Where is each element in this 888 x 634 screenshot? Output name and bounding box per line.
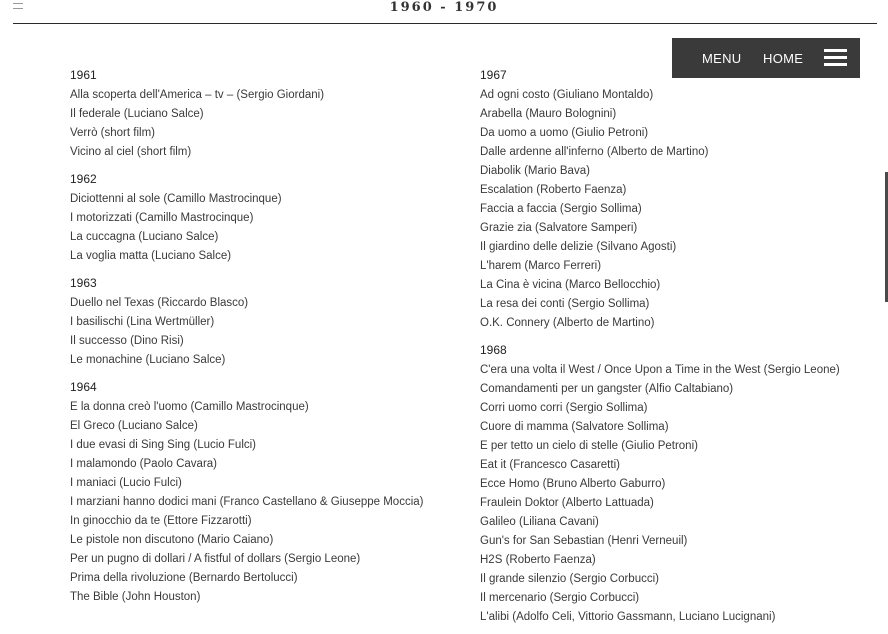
film-entry: Per un pugno di dollari / A fistful of dollars (Sergio Leone) [70,553,361,565]
year-section [70,170,450,266]
film-entry: Il giardino delle delizie (Silvano Agosti) [480,241,677,253]
film-entry: L'harem (Marco Ferreri) [480,260,602,272]
film-entry: La Cina è vicina (Marco Bellocchio) [480,279,661,291]
hamburger-menu-icon[interactable] [824,49,847,67]
film-entry: Il federale (Luciano Salce) [70,108,204,120]
film-entry: Eat it (Francesco Casaretti) [480,459,620,471]
film-entry: Ad ogni costo (Giuliano Montaldo) [480,89,654,101]
filmography-right-column [480,66,860,634]
film-entry: Corri uomo corri (Sergio Sollima) [480,402,648,414]
film-entry: Diciottenni al sole (Camillo Mastrocinque) [70,193,282,205]
film-entry: I due evasi di Sing Sing (Lucio Fulci) [70,439,257,451]
film-entry: La voglia matta (Luciano Salce) [70,250,232,262]
year-section [70,274,450,370]
film-entry: La cuccagna (Luciano Salce) [70,231,219,243]
year-heading: 1963 [70,276,97,290]
year-section [70,66,450,162]
film-entry: Comandamenti per un gangster (Alfio Caltabiano) [480,383,734,395]
film-entry: I malamondo (Paolo Cavara) [70,458,218,470]
film-entry: I marziani hanno dodici mani (Franco Castellano & Giuseppe Moccia) [70,496,424,508]
film-entry: O.K. Connery (Alberto de Martino) [480,317,655,329]
year-section [480,66,860,333]
film-entry: Verrò (short film) [70,127,155,139]
film-entry: E per tetto un cielo di stelle (Giulio Petroni) [480,440,698,452]
title-divider [13,23,877,24]
film-entry: Gun's for San Sebastian (Henri Verneuil) [480,535,688,547]
film-entry: Duello nel Texas (Riccardo Blasco) [70,297,249,309]
film-entry: The Bible (John Houston) [70,591,201,603]
film-entry: H2S (Roberto Faenza) [480,554,596,566]
year-heading: 1964 [70,380,97,394]
year-heading: 1961 [70,68,97,82]
film-entry: Galileo (Liliana Cavani) [480,516,599,528]
home-link[interactable]: HOME [763,51,804,66]
film-entry: I motorizzati (Camillo Mastrocinque) [70,212,254,224]
film-entry: Grazie zia (Salvatore Samperi) [480,222,638,234]
film-entry: Vicino al ciel (short film) [70,146,192,158]
film-entry: Dalle ardenne all'inferno (Alberto de Martino) [480,146,709,158]
film-entry: E la donna creò l'uomo (Camillo Mastrocinque) [70,401,309,413]
film-entry: Escalation (Roberto Faenza) [480,184,627,196]
film-entry: Diabolik (Mario Bava) [480,165,590,177]
film-entry: Arabella (Mauro Bolognini) [480,108,617,120]
year-heading: 1962 [70,172,97,186]
film-entry: Il mercenario (Sergio Corbucci) [480,592,640,604]
filmography-left-column [70,66,450,615]
film-entry: C'era una volta il West / Once Upon a Time in the West (Sergio Leone) [480,364,840,376]
film-entry: La resa dei conti (Sergio Sollima) [480,298,650,310]
film-entry: Il grande silenzio (Sergio Corbucci) [480,573,659,585]
year-heading: 1967 [480,68,507,82]
year-section [480,341,860,627]
menu-link[interactable]: MENU [702,51,742,66]
film-entry: El Greco (Luciano Salce) [70,420,198,432]
year-heading: 1968 [480,343,507,357]
film-entry: I maniaci (Lucio Fulci) [70,477,182,489]
page-title: 1960 - 1970 [389,0,499,15]
film-entry: L'alibi (Adolfo Celi, Vittorio Gassmann, Luciano Lucignani) [480,611,776,623]
film-entry: Prima della rivoluzione (Bernardo Bertolucci) [70,572,298,584]
top-header [0,0,888,26]
year-section [70,378,450,607]
film-entry: Le monachine (Luciano Salce) [70,354,226,366]
film-entry: Le pistole non discutono (Mario Caiano) [70,534,274,546]
film-entry: Faccia a faccia (Sergio Sollima) [480,203,642,215]
film-entry: In ginocchio da te (Ettore Fizzarotti) [70,515,252,527]
film-entry: Da uomo a uomo (Giulio Petroni) [480,127,649,139]
film-entry: Cuore di mamma (Salvatore Sollima) [480,421,669,433]
film-entry: Il successo (Dino Risi) [70,335,184,347]
film-entry: Ecce Homo (Bruno Alberto Gaburro) [480,478,666,490]
film-entry: Alla scoperta dell'America – tv – (Sergio Giordani) [70,89,325,101]
film-entry: Fraulein Doktor (Alberto Lattuada) [480,497,654,509]
film-entry: I basilischi (Lina Wertmüller) [70,316,215,328]
